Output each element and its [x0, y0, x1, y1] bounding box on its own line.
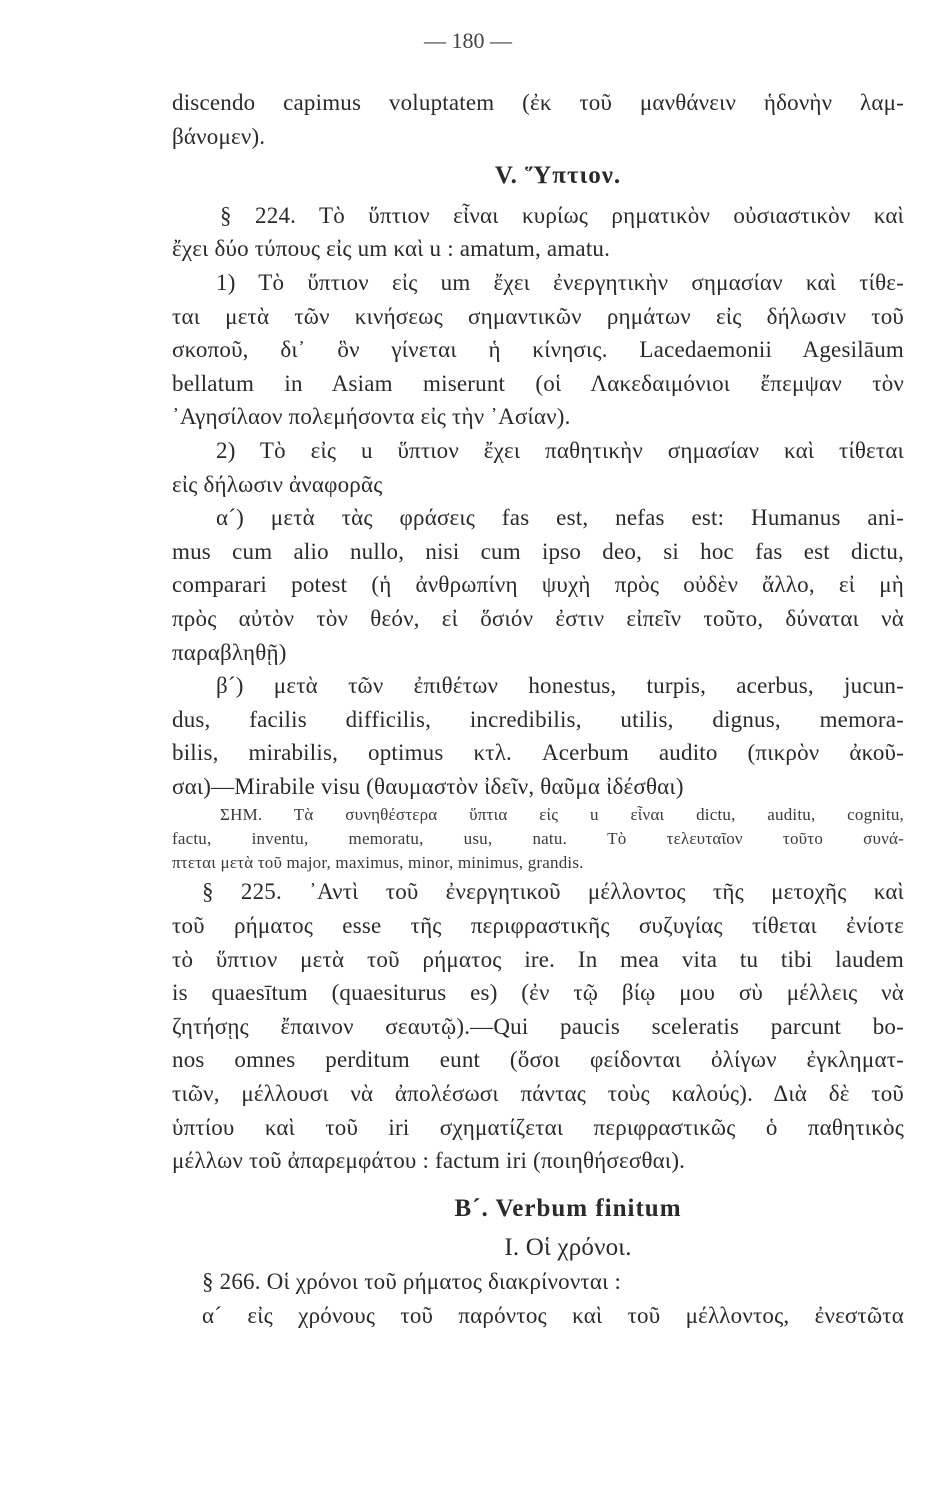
text-line: nos omnes perditum eunt (ὅσοι φείδονται ὀλίγων ἐγκληματ- [172, 1047, 904, 1073]
text-line: comparari potest (ἡ ἀνθρωπίνη ψυχὴ πρὸς οὐδὲν ἄλλο, εἰ μὴ [172, 572, 904, 598]
text-line: σκοποῦ, δι᾽ ὃν γίνεται ἡ κίνησις. Lacedaemonii Agesilāum [172, 337, 904, 363]
text-line: ᾽Αγησίλαον πολεμήσοντα εἰς τὴν ᾽Ασίαν). [172, 404, 571, 430]
text-line: σαι)—Mirabile visu (θαυμαστὸν ἰδεῖν, θαῦμα ἰδέσθαι) [172, 773, 684, 799]
text-line: § 224. Τὸ ὕπτιον εἶναι κυρίως ρηματικὸν οὐσιαστικὸν καὶ [220, 202, 904, 228]
text-line: is quaesītum (quaesiturus es) (ἐν τῷ βίῳ μου σὺ μέλλεις νὰ [172, 980, 904, 1006]
text-line: μέλλων τοῦ ἀπαρεμφάτου : factum iri (ποιηθήσεσθαι). [172, 1148, 686, 1174]
text-line: ἔχει δύο τύπους εἰς um καὶ u : amatum, amatu. [172, 236, 611, 262]
text-line: εἰς δήλωσιν ἀναφορᾶς [172, 471, 383, 497]
section-heading: V. Ὕπτιον. [494, 162, 622, 190]
text-line: α´) μετὰ τὰς φράσεις fas est, nefas est: Humanus ani- [216, 505, 904, 531]
text-line: τὸ ὕπτιον μετὰ τοῦ ρήματος ire. In mea vita tu tibi laudem [172, 946, 904, 972]
text-line: 2) Τὸ εἰς u ὕπτιον ἔχει παθητικὴν σημασίαν καὶ τίθεται [216, 437, 904, 463]
text-line: § 266. Οἱ χρόνοι τοῦ ρήματος διακρίνονται : [202, 1269, 622, 1294]
note-line: ΣΗΜ. Τὰ συνηθέστερα ὕπτια εἰς u εἶναι dictu, auditu, cognitu, [220, 805, 904, 825]
text-line: τοῦ ρήματος esse τῆς περιφραστικῆς συζυγίας τίθεται ἐνίοτε [172, 913, 904, 939]
text-line: ται μετὰ τῶν κινήσεως σημαντικῶν ρημάτων εἰς δήλωσιν τοῦ [172, 303, 904, 329]
text-line: ὑπτίου καὶ τοῦ iri σχηματίζεται περιφραστικῶς ὁ παθητικὸς [172, 1114, 904, 1140]
text-line: mus cum alio nullo, nisi cum ipso deo, si hoc fas est dictu, [172, 538, 904, 564]
text-line: τιῶν, μέλλουσι νὰ ἀπολέσωσι πάντας τοὺς καλούς). Διὰ δὲ τοῦ [172, 1081, 904, 1107]
note-line: factu, inventu, memoratu, usu, natu. Τὸ τελευταῖον τοῦτο συνά- [172, 829, 904, 849]
text-line: discendo capimus voluptatem (ἐκ τοῦ μανθάνειν ἡδονὴν λαμ- [172, 90, 904, 115]
text-line: πρὸς αὐτὸν τὸν θεόν, εἰ ὅσιόν ἐστιν εἰπεῖν τοῦτο, δύναται νὰ [172, 605, 904, 631]
section-heading: I. Οἱ χρόνοι. [504, 1234, 632, 1262]
section-heading: B´. Verbum finitum [454, 1194, 682, 1222]
text-line: § 225. ᾽Αντὶ τοῦ ἐνεργητικοῦ μέλλοντος τῆς μετοχῆς καὶ [202, 879, 904, 905]
text-line: bellatum in Asiam miserunt (οἱ Λακεδαιμόνιοι ἔπεμψαν τὸν [172, 370, 904, 396]
text-line: bilis, mirabilis, optimus κτλ. Acerbum audito (πικρὸν ἀκοῦ- [172, 740, 904, 766]
body-text [172, 86, 904, 1332]
text-line: dus, facilis difficilis, incredibilis, utilis, dignus, memora- [172, 706, 904, 732]
text-line: 1) Τὸ ὕπτιον εἰς um ἔχει ἐνεργητικὴν σημασίαν καὶ τίθε- [216, 269, 904, 295]
note-line: πτεται μετὰ τοῦ major, maximus, minor, minimus, grandis. [172, 853, 584, 873]
page-number: — 180 — [424, 28, 512, 53]
text-line: β´) μετὰ τῶν ἐπιθέτων honestus, turpis, acerbus, jucun- [216, 673, 904, 699]
text-line: α´ εἰς χρόνους τοῦ παρόντος καὶ τοῦ μέλλοντος, ἐνεστῶτα [202, 1302, 904, 1328]
text-line: παραβληθῇ) [172, 639, 287, 665]
text-line: ζητήσῃς ἔπαινον σεαυτῷ).—Qui paucis sceleratis parcunt bo- [172, 1013, 904, 1039]
text-line: βάνομεν). [172, 123, 266, 149]
